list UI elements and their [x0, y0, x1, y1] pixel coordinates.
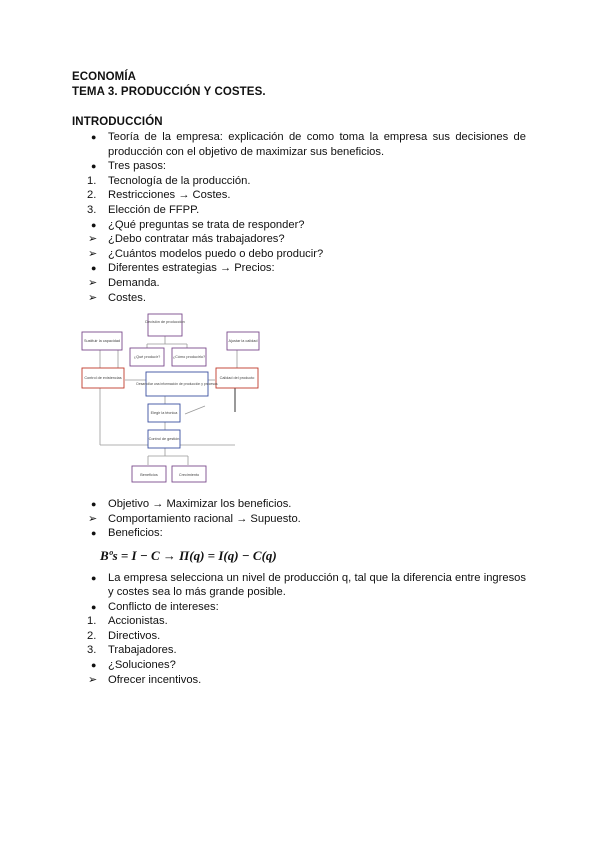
list-item-text: Beneficios:: [108, 527, 163, 539]
bullet-icon: ●: [91, 161, 97, 171]
diagram-box-top-label: Decisión de producción: [145, 320, 185, 324]
diagram-box-q1-label: ¿Qué producir?: [133, 355, 161, 359]
list-item-text: Comportamiento racional → Supuesto.: [108, 513, 301, 525]
list-item-text: ¿Debo contratar más trabajadores?: [108, 233, 285, 245]
number-label: 3.: [87, 644, 97, 656]
list-item-text: Tres pasos:: [108, 160, 167, 172]
topic-heading: TEMA 3. PRODUCCIÓN Y COSTES.: [72, 86, 266, 98]
diagram-box-out1-label: Beneficios: [140, 473, 158, 477]
number-label: 1.: [87, 615, 97, 627]
list-item-text: Directivos.: [108, 630, 161, 642]
bullet-icon: ●: [91, 263, 97, 273]
list-item-text: ¿Soluciones?: [108, 659, 176, 671]
diagram-box-top: [148, 314, 182, 336]
connector-line: [185, 406, 205, 414]
diagram-box-center-label: Desarrollar una información de producción y procesos: [136, 382, 218, 386]
number-label: 3.: [87, 204, 97, 216]
list-item-text: Ofrecer incentivos.: [108, 674, 202, 686]
list-item-text: Objetivo → Maximizar los beneficios.: [108, 498, 292, 510]
subject-heading: ECONOMÍA: [72, 71, 137, 83]
diagram-box-left-red-label: Control de existencias: [84, 376, 122, 380]
list-item-text: Diferentes estrategias → Precios:: [108, 262, 275, 274]
list-item-text: ¿Cuántos modelos puedo o debo producir?: [108, 248, 324, 260]
diagram-box-right-red-label: Calidad del producto: [219, 376, 255, 380]
arrow-bullet-icon: ➢: [88, 513, 98, 525]
diagram-box-bottom1-label: Elegir la técnica: [150, 411, 178, 415]
diagram-box-right-top-label: Ajustar la calidad: [228, 339, 258, 343]
list-item-text: Conflicto de intereses:: [108, 601, 219, 613]
diagram-box-q2-label: ¿Cómo producirlo?: [172, 355, 206, 359]
list-item-text: Tecnología de la producción.: [108, 175, 251, 187]
bullet-icon: ●: [91, 573, 97, 583]
list-item-text: Accionistas.: [108, 615, 168, 627]
bullet-icon: ●: [91, 220, 97, 230]
bullet-icon: ●: [91, 660, 97, 670]
list-item-text: Teoría de la empresa: explicación de como toma la empresa sus decisiones de: [108, 131, 526, 143]
bullet-icon: ●: [91, 602, 97, 612]
list-item-text: La empresa selecciona un nivel de producción q, tal que la diferencia entre ingresos: [108, 572, 526, 584]
production-decision-diagram: [80, 310, 260, 490]
section-heading: INTRODUCCIÓN: [72, 116, 163, 128]
diagram-box-left-top-label: Sustituir la capacidad: [83, 339, 121, 343]
list-item-text: Trabajadores.: [108, 644, 177, 656]
arrow-bullet-icon: ➢: [88, 674, 98, 686]
number-label: 2.: [87, 189, 97, 201]
list-item-text: ¿Qué preguntas se trata de responder?: [108, 219, 305, 231]
arrow-bullet-icon: ➢: [88, 292, 98, 304]
list-item-text: producción con el objetivo de maximizar sus beneficios.: [108, 146, 385, 158]
list-item-text: Costes.: [108, 292, 146, 304]
arrow-bullet-icon: ➢: [88, 248, 98, 260]
list-item-text: Demanda.: [108, 277, 160, 289]
number-label: 2.: [87, 630, 97, 642]
number-label: 1.: [87, 175, 97, 187]
arrow-bullet-icon: ➢: [88, 233, 98, 245]
bullet-icon: ●: [91, 528, 97, 538]
bullet-icon: ●: [91, 499, 97, 509]
list-item-text: Elección de FFPP.: [108, 204, 200, 216]
bullet-icon: ●: [91, 132, 97, 142]
profit-formula: Bºs = I − C → Π(q) = I(q) − C(q): [100, 548, 277, 563]
diagram-box-bottom2-label: Control de gestión: [148, 437, 180, 441]
diagram-box-out2-label: Crecimiento: [178, 473, 200, 477]
arrow-bullet-icon: ➢: [88, 277, 98, 289]
list-item-text: Restricciones → Costes.: [108, 189, 231, 201]
list-item-text: y costes sea lo más grande posible.: [108, 586, 286, 598]
